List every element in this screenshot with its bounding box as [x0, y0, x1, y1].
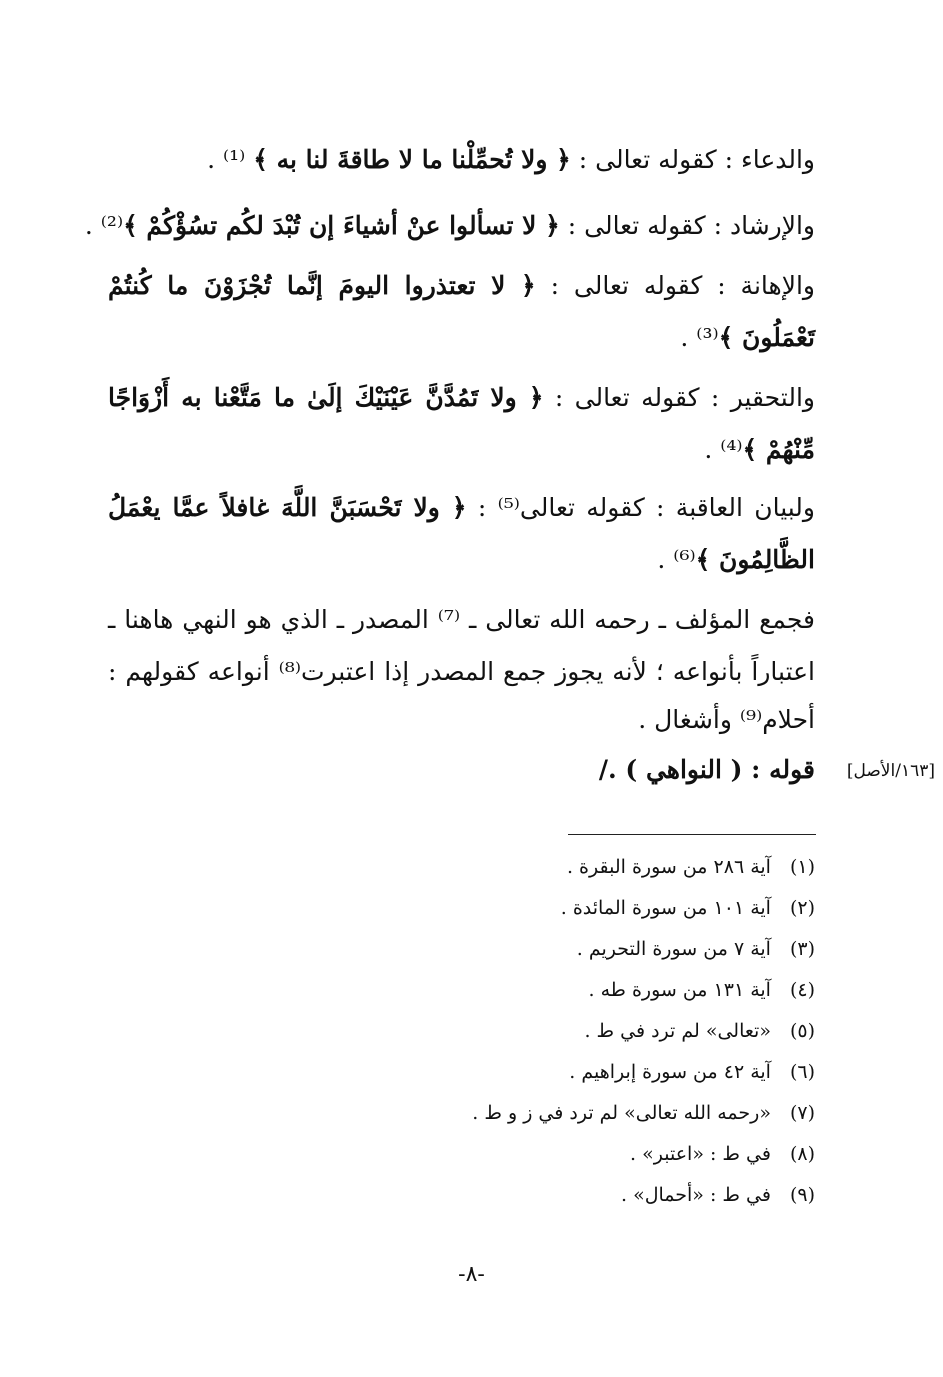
paragraph-humiliation-line2	[108, 318, 815, 358]
footnote-ref: ⁽³⁾ .	[680, 323, 719, 352]
footnote-number: (٦)	[789, 1061, 815, 1083]
quran-quote-end: الظَّالِمُونَ ﴾	[695, 545, 815, 574]
footnote-number: (٧)	[789, 1102, 815, 1124]
footnote-number: (٩)	[789, 1184, 815, 1206]
quran-quote: ﴿ ولا تَمُدَّنَّ عَيْنَيْكَ إلَىٰ ما مَتَّعْنا به أَزْوَاجًا	[108, 383, 544, 412]
quran-quote: ﴿ ولا تُحمِّلْنا ما لا طاقةَ لنا به ﴾	[253, 145, 571, 174]
paragraph-supplication	[108, 140, 815, 180]
footnote-item	[584, 1016, 815, 1046]
lead-text: والدعاء : كقوله تعالى :	[570, 145, 815, 174]
footnote-text: آية ١٠١ من سورة المائدة .	[560, 897, 771, 919]
lead-text: ولبيان العاقبة : كقوله تعالى	[519, 493, 815, 522]
lead-text: والإرشاد : كقوله تعالى :	[559, 211, 815, 240]
quran-quote: ﴿ لا تعتذروا اليومَ إنَّما تُجْزَوْنَ ما كُنتُمْ	[108, 271, 536, 300]
paragraph-guidance	[84, 206, 815, 246]
paragraph-contempt-line2	[108, 430, 815, 470]
footnote-ref: ⁽⁵⁾	[497, 493, 520, 522]
footnote-ref: ⁽²⁾ .	[84, 211, 124, 240]
footnote-number: (٣)	[789, 938, 815, 960]
footnote-ref: ⁽⁴⁾ .	[704, 435, 743, 464]
paragraph-consequence-line1	[108, 488, 815, 528]
lead-text-end: :	[466, 493, 498, 522]
footnote-ref: ⁽⁶⁾ .	[657, 545, 696, 574]
footnote-ref: ⁽¹⁾ .	[207, 145, 254, 174]
paragraph-humiliation-line1	[108, 266, 815, 306]
footnote-item	[472, 1098, 815, 1128]
footnote-item	[589, 975, 815, 1005]
footnote-text: آية ٤٢ من سورة إبراهيم .	[569, 1061, 771, 1083]
footnote-text: في ط : «أحمال» .	[621, 1184, 771, 1206]
footnote-text: آية ٢٨٦ من سورة البقرة .	[566, 856, 771, 878]
footnote-item	[569, 1057, 815, 1087]
summary-line2: اعتباراً بأنواعه ؛ لأنه يجوز جمع المصدر إذا اعتبرت⁽⁸⁾ أنواعه كقولهم :	[108, 657, 815, 686]
page-number: -٨-	[458, 1262, 485, 1287]
quran-quote-end: تَعْمَلُونَ ﴾	[718, 323, 815, 352]
footnote-item	[567, 852, 815, 882]
footnote-text: «تعالى» لم ترد في ط .	[584, 1020, 771, 1042]
summary-line3: أحلام⁽⁹⁾ وأشغال .	[638, 705, 815, 734]
footnote-item	[561, 893, 815, 923]
summary-line1: فجمع المؤلف ـ رحمه الله تعالى ـ ⁽⁷⁾ المصدر ـ الذي هو النهي هاهنا ـ	[108, 605, 815, 634]
lead-text: والإهانة : كقوله تعالى :	[535, 271, 815, 300]
paragraph-contempt-line1	[108, 378, 815, 418]
footnote-text: «رحمه الله تعالى» لم ترد في ز و ط .	[472, 1102, 771, 1124]
footnote-item	[630, 1139, 815, 1169]
quran-quote-end: مِّنْهُمْ ﴾	[742, 435, 815, 464]
footnote-number: (٨)	[789, 1143, 815, 1165]
footnote-number: (٤)	[789, 979, 815, 1001]
lead-text: والتحقير : كقوله تعالى :	[543, 383, 815, 412]
footnote-item	[577, 934, 815, 964]
margin-reference: [١٦٣/الأصل]	[846, 761, 935, 781]
quran-quote: ﴿ لا تسألوا عنْ أشياءَ إن تُبْدَ لكُم تسُؤْكُمْ ﴾	[123, 211, 560, 240]
footnote-divider	[568, 834, 816, 835]
footnote-text: آية ١٣١ من سورة طه .	[588, 979, 771, 1001]
footnote-text: آية ٧ من سورة التحريم .	[576, 938, 771, 960]
section-heading: قوله : ( النواهي ) ./	[598, 755, 815, 784]
footnote-number: (٥)	[789, 1020, 815, 1042]
footnote-number: (١)	[789, 856, 815, 878]
footnote-number: (٢)	[789, 897, 815, 919]
paragraph-consequence-line2	[108, 540, 815, 580]
footnote-item	[621, 1180, 815, 1210]
footnote-text: في ط : «اعتبر» .	[630, 1143, 771, 1165]
quran-quote: ﴿ ولا تَحْسَبَنَّ اللَّهَ غافلاً عمَّا يعْمَلُ	[108, 493, 467, 522]
